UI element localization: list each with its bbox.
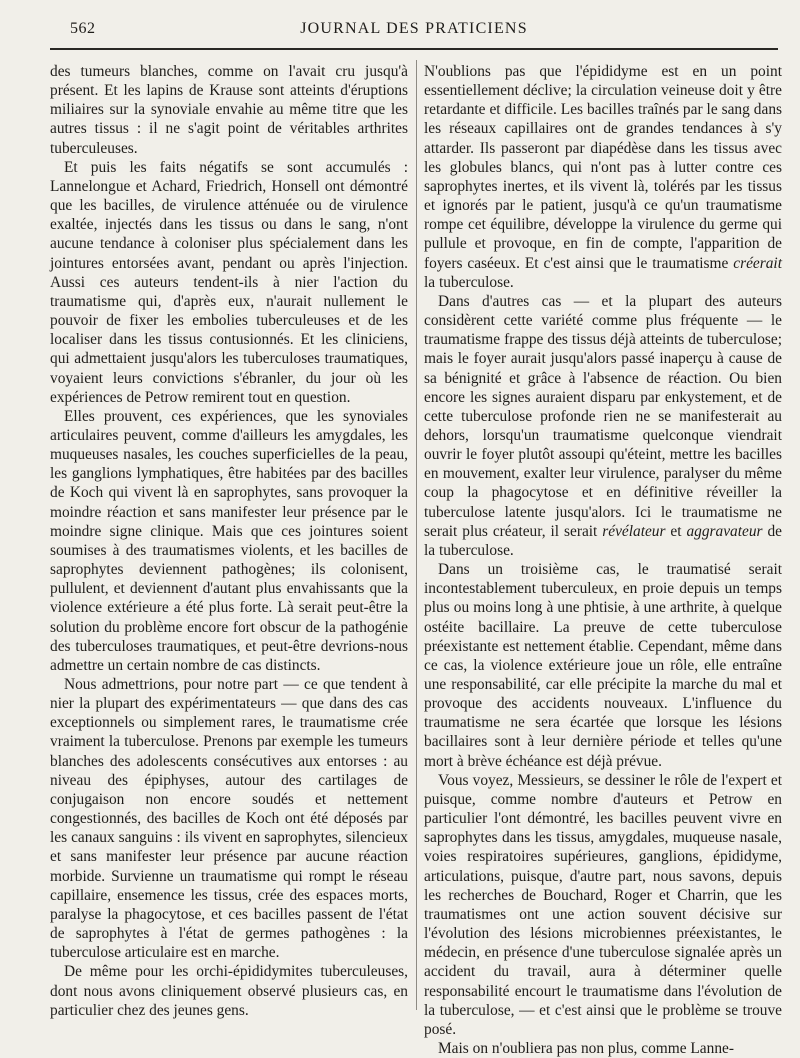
left-column: [50, 62, 408, 1020]
paragraph: Vous voyez, Messieurs, se dessiner le rôle de l'expert et puisque, comme nombre d'auteurs et Petrow en particulier l'ont démontré, les bacilles peuvent vivre en saprophytes dans les tissus, amygdales, muqueuse nasale, voies respiratoires supérieures, ganglions, épididyme, articulations, puisque, d'autre part, nous savons, depuis les recherches de Bouchard, Roger et Charrin, que les traumatismes ont une action souvent décisive sur l'évolution des lésions microbiennes préexistantes, le médecin, en présence d'une tuberculose signalée après un accident du travail, aura à déterminer quelle responsabilité encourt le traumatisme dans l'évolution de la tuberculose, — et c'est ainsi que le problème se trouve posé.: [424, 771, 782, 1038]
paragraph: N'oublions pas que l'épididyme est en un point essentiellement déclive; la circulation veineuse doit y être retardante et difficile. Les bacilles traînés par le sang dans les réseaux capillaires ont de grandes tendances à s'y attarder. Ils passeront par diapédèse dans les tissus avec les globules blancs, qui n'ont pas à lutter contre ces saprophytes inertes, et ils vivent là, tolérés par les tissus et ignorés par le patient, jusqu'à ce qu'un traumatisme rompe cet équilibre, développe la virulence du germe qui pullule et provoque, en fin de compte, l'apparition de foyers caséeux. Et c'est ainsi que le traumatisme créerait la tuberculose.: [424, 63, 782, 291]
page-number: 562: [70, 20, 96, 37]
running-header: [50, 18, 778, 46]
paragraph: Dans d'autres cas — et la plupart des auteurs considèrent cette variété comme plus fréquente — le traumatisme frappe des tissus déjà atteints de tuberculose; mais le foyer aurait jusqu'alors passé inaperçu à cause de sa bénignité et grâce à l'absence de réaction. Ou bien encore les signes auraient disparu par enkystement, et de cette tuberculose profonde rien ne se manifesterait au dehors, lorsqu'un traumatisme quelconque viendrait ouvrir le foyer plutôt assoupi qu'éteint, mettre les bacilles en mouvement, exalter leur virulence, paralyser du même coup la phagocytose et en définitive réveiller la tuberculose latente jusqu'alors. Ici le traumatisme ne serait plus créateur, il serait révélateur et aggravateur de la tuberculose.: [424, 292, 782, 559]
paragraph: Et puis les faits négatifs se sont accumulés : Lannelongue et Achard, Friedrich, Honsell ont démontré que les bacilles, de virulence atténuée ou de virulence exaltée, injectés dans les tissus ou dans le sang, n'ont aucune tendance à coloniser plus spécialement dans les jointures entorsées avant, pendant ou après l'injection. Aussi ces auteurs tendent-ils à nier l'action du traumatisme qui, d'après eux, n'aurait nullement le pouvoir de fixer les embolies tuberculeuses et de les localiser dans les tissus contusionnés. Et les cliniciens, qui admettaient jusqu'alors les tuberculoses traumatiques, voyaient leurs convictions s'ébranler, du jour où les expériences de Petrow remirent tout en question.: [50, 158, 408, 406]
paragraph: Elles prouvent, ces expériences, que les synoviales articulaires peuvent, comme d'ailleurs les amygdales, les muqueuses nasales, les couches superficielles de la peau, les ganglions lymphatiques, être habitées par des bacilles de Koch qui vivent là en saprophytes, sans provoquer la moindre réaction et sans manifester leur présence par le moindre signe clinique. Mais que ces jointures soient soumises à des traumatismes violents, et les bacilles de saprophytes deviennent pathogènes; ils colonisent, pullulent, et deviennent d'autant plus envahissants que la violence extérieure a été plus forte. Là serait peut-être la solution du problème encore fort obscur de la pathogénie des tuberculoses traumatiques, et peut-être devrions-nous admettre un certain nombre de cas distincts.: [50, 407, 408, 674]
right-column: [424, 62, 782, 1058]
header-rule: [50, 48, 778, 50]
paragraph: Nous admettrions, pour notre part — ce que tendent à nier la plupart des expérimentateurs — que dans des cas exceptionnels ou simplement rares, le traumatisme crée vraiment la tuberculose. Prenons par exemple les tumeurs blanches des adolescents consécutives aux entorses : au niveau des épiphyses, autour des cartilages de conjugaison non encore soudés et nettement congestionnés, des bacilles de Koch ont été déposés par les canaux sanguins : ils vivent en saprophytes, silencieux et sans manifester leur présence par aucune réaction morbide. Survienne un traumatisme qui rompt le réseau capillaire, ensemence les tissus, crée des espaces morts, paralyse la phagocytose, et ces bacilles passent de l'état de saprophytes à l'état de germes pathogènes : la tuberculose articulaire est en marche.: [50, 676, 408, 962]
paragraph: des tumeurs blanches, comme on l'avait cru jusqu'à présent. Et les lapins de Krause sont atteints d'éruptions miliaires sur la synoviale envahie au même titre que les autres tissus : il ne s'agit point de véritables arthrites tuberculeuses.: [50, 63, 408, 157]
journal-title: JOURNAL DES PRATICIENS: [300, 20, 528, 37]
paragraph: De même pour les orchi-épididymites tuberculeuses, dont nous avons cliniquement observé plusieurs cas, en particulier chez des jeunes gens.: [50, 963, 408, 1019]
paragraph: Mais on n'oubliera pas non plus, comme Lanne-: [438, 1039, 734, 1057]
column-divider: [416, 60, 417, 1010]
paragraph: Dans un troisième cas, le traumatisé serait incontestablement tuberculeux, en proie depuis un temps plus ou moins long à une phtisie, à une arthrite, à quelque ostéite bacillaire. La preuve de cette tuberculose préexistante est nettement établie. Cependant, même dans ce cas, la violence extérieure joue un rôle, elle entraîne une responsabilité, car elle précipite la marche du mal et provoque des accidents nouveaux. L'influence du traumatisme ne sera écartée que lorsque les lésions bacillaires sont à leur dernière période et telles qu'une mort à brève échéance est déjà prévue.: [424, 561, 782, 770]
